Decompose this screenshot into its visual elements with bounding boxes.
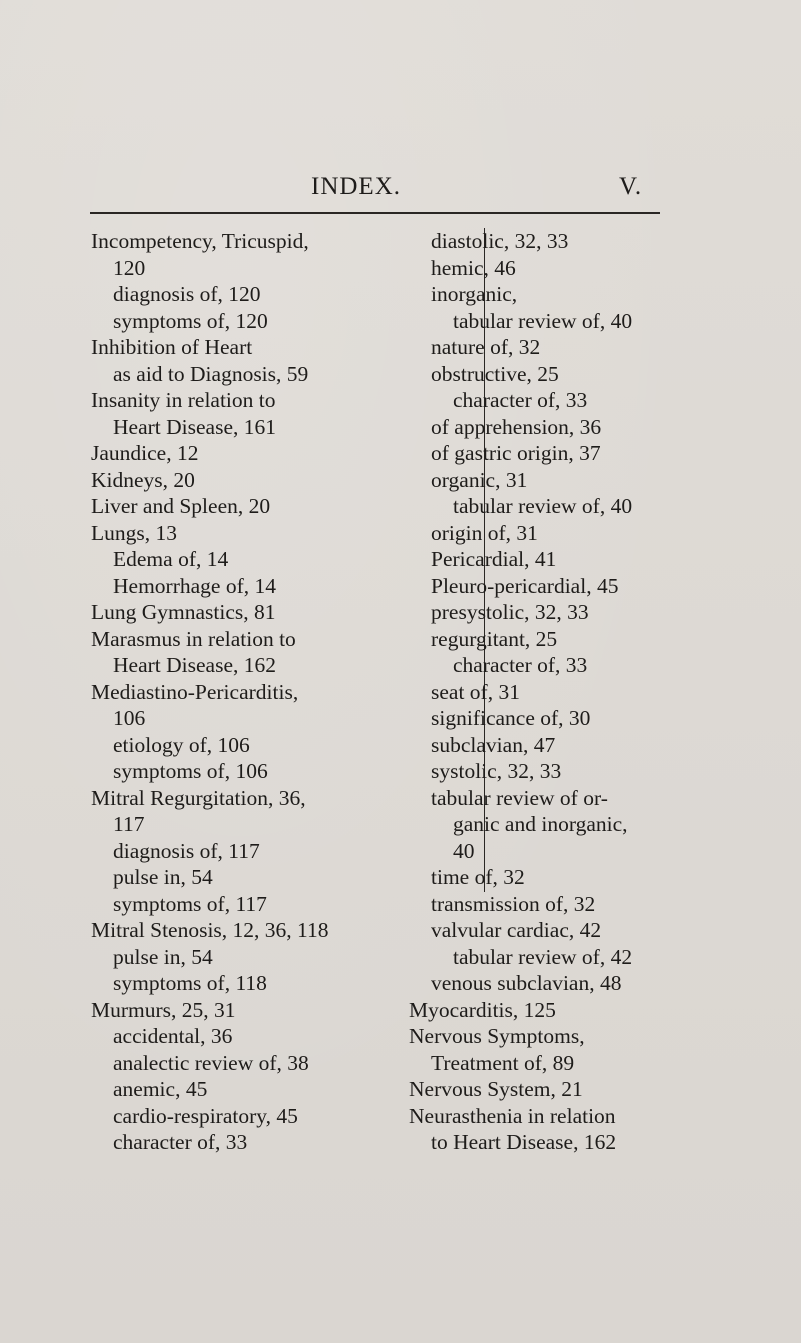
index-entry: nature of, 32 [431, 335, 541, 359]
index-entry: transmission of, 32 [431, 891, 596, 916]
index-entry: Insanity in relation to [91, 388, 276, 412]
index-entry: diastolic, 32, 33 [431, 229, 569, 253]
index-entry: diagnosis of, 120 [113, 282, 261, 306]
index-entry: symptoms of, 120 [113, 308, 268, 333]
section-letter: V. [619, 173, 643, 200]
index-entry: Nervous Symptoms, [409, 1024, 585, 1048]
index-entry: 120 [113, 255, 146, 280]
index-entry: Pericardial, 41 [431, 547, 557, 571]
index-entry: accidental, 36 [113, 1024, 233, 1048]
index-entry: Nervous System, 21 [409, 1077, 583, 1101]
index-entry: cardio-respiratory, 45 [113, 1103, 298, 1128]
index-entry: Pleuro-pericardial, 45 [431, 573, 619, 598]
index-entry: analectic review of, 38 [113, 1050, 309, 1075]
index-entry: of apprehension, 36 [431, 414, 602, 439]
index-entry: organic, 31 [431, 467, 528, 492]
index-entry: etiology of, 106 [113, 732, 250, 757]
index-entry: anemic, 45 [113, 1077, 208, 1101]
index-entry: ganic and inorganic, [453, 812, 628, 836]
index-entry: symptoms of, 106 [113, 759, 268, 783]
index-entry: valvular cardiac, 42 [431, 918, 602, 942]
index-entry: symptoms of, 117 [113, 891, 267, 916]
index-entry: Marasmus in relation to [91, 626, 296, 651]
index-entry: Murmurs, 25, 31 [91, 997, 236, 1022]
index-entry: origin of, 31 [431, 520, 538, 545]
index-entry: Mediastino-Pericarditis, [91, 679, 299, 704]
index-entry: inorganic, [431, 282, 518, 306]
index-entry: of gastric origin, 37 [431, 441, 601, 465]
index-entry: 106 [113, 706, 146, 730]
index-entry: significance of, 30 [431, 706, 591, 730]
index-entry: Treatment of, 89 [431, 1050, 575, 1075]
index-entry: Lung Gymnastics, 81 [91, 600, 276, 624]
index-entry: seat of, 31 [431, 679, 520, 704]
index-entry: obstructive, 25 [431, 361, 559, 386]
index-entry: Kidneys, 20 [91, 467, 195, 492]
index-entry: pulse in, 54 [113, 944, 213, 969]
index-entry: Myocarditis, 125 [409, 997, 556, 1022]
index-entry: character of, 33 [453, 388, 588, 412]
index-entry: systolic, 32, 33 [431, 759, 562, 783]
index-entry: Heart Disease, 161 [113, 414, 276, 439]
index-entry: Heart Disease, 162 [113, 653, 276, 677]
running-header [0, 173, 801, 213]
index-entry: to Heart Disease, 162 [431, 1130, 617, 1154]
index-entry: presystolic, 32, 33 [431, 600, 589, 624]
index-entry: 40 [453, 838, 475, 863]
index-entry: Inhibition of Heart [91, 335, 253, 359]
index-title: INDEX. [311, 173, 402, 200]
index-entry: Liver and Spleen, 20 [91, 494, 271, 518]
index-column-right [409, 228, 801, 1156]
index-entry: Jaundice, 12 [91, 441, 199, 465]
index-entry: subclavian, 47 [431, 732, 556, 757]
index-entry: Lungs, 13 [91, 520, 177, 545]
index-entry: hemic, 46 [431, 255, 516, 280]
header-rule [90, 212, 660, 214]
index-entry: tabular review of or- [431, 785, 608, 810]
index-entry: symptoms of, 118 [113, 971, 267, 995]
index-entry: pulse in, 54 [113, 865, 213, 889]
index-entry: character of, 33 [453, 653, 588, 677]
index-entry: diagnosis of, 117 [113, 838, 260, 863]
index-entry: time of, 32 [431, 865, 525, 889]
index-entry: character of, 33 [113, 1130, 248, 1154]
index-entry: tabular review of, 40 [453, 308, 633, 333]
index-entry: Mitral Stenosis, 12, 36, 118 [91, 918, 329, 942]
index-entry: 117 [113, 812, 145, 836]
index-entry: Neurasthenia in relation [409, 1103, 616, 1128]
index-entry: Hemorrhage of, 14 [113, 573, 276, 598]
index-entry: venous subclavian, 48 [431, 971, 622, 995]
index-entry: regurgitant, 25 [431, 626, 558, 651]
index-entry: tabular review of, 42 [453, 944, 633, 969]
index-entry: as aid to Diagnosis, 59 [113, 361, 309, 386]
index-entry: tabular review of, 40 [453, 494, 633, 518]
index-entry: Incompetency, Tricuspid, [91, 229, 309, 253]
index-entry: Mitral Regurgitation, 36, [91, 785, 306, 810]
index-entry: Edema of, 14 [113, 547, 229, 571]
